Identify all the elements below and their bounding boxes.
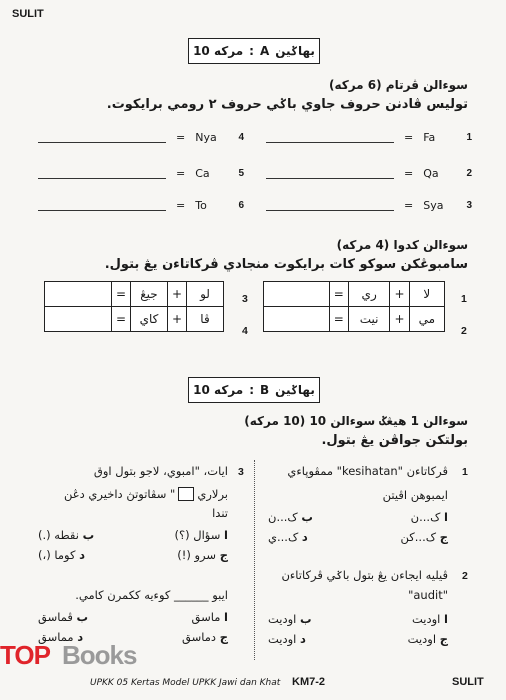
header-sulit-left: SULIT [12, 8, 44, 20]
equals-sign: = [329, 282, 348, 307]
equals-sign: = [329, 307, 348, 332]
section-a-letter: A [259, 44, 270, 58]
rumi-letter: Ca [195, 167, 210, 180]
option-d[interactable]: د مماسق [38, 630, 84, 644]
section-a-title: بهاݢين [275, 44, 315, 58]
plus-sign: + [168, 282, 187, 307]
footer-left: UPKK 05 Kertas Model UPKK Jawi dan Khat [90, 678, 281, 688]
rumi-letter: Fa [423, 131, 436, 144]
equals-sign: = [176, 167, 186, 180]
rumi-letter: To [195, 199, 207, 212]
mcq-4-options-row1 [38, 610, 228, 624]
rumi-letter: Nya [195, 131, 217, 144]
q1-row [266, 167, 472, 180]
mcq-3-stem4: تندا [212, 506, 228, 520]
syllable-cell: کاي [131, 307, 168, 332]
mcq-2-stem: ڤيليه ايجاءن يڠ بتول باݢي ڤرکاتاءن [281, 568, 448, 582]
mcq-1-stem2: ايمبوهن اڤيتن [382, 488, 448, 502]
section-b-marks: 10 مرکه [193, 383, 244, 397]
topbooks-logo [0, 640, 136, 671]
answer-blank[interactable] [266, 132, 394, 143]
plus-sign: + [168, 307, 187, 332]
mcq-2-no: 2 [462, 570, 468, 582]
syllable-cell: ڤا [187, 307, 224, 332]
option-a[interactable]: ا ک...ن [410, 510, 448, 524]
q2-table-left [44, 281, 224, 332]
mcq-3-no: 3 [238, 466, 244, 478]
equals-sign: = [112, 307, 131, 332]
section-a-header: 10 مرکه : A بهاݢين [188, 38, 320, 64]
option-d[interactable]: د کوما (،) [38, 548, 85, 562]
q2-table-right [263, 281, 445, 332]
item-number: 3 [466, 200, 472, 211]
item-number: 4 [238, 132, 244, 143]
answer-cell[interactable] [264, 282, 330, 307]
option-b[interactable]: ب ڤماسق [38, 610, 89, 624]
option-d[interactable]: د ک...ي [268, 530, 308, 544]
q1-instruction: توليس ڤادنن حروف جاوي باݢي حروف ٢ رومي برايکوت. [106, 97, 468, 112]
equals-sign: = [176, 199, 186, 212]
option-a[interactable]: ا سؤال (؟) [174, 528, 228, 542]
option-a[interactable]: ا اوديت [412, 612, 448, 626]
q1-row [266, 131, 472, 144]
q2-no-4: 4 [242, 325, 248, 337]
option-c[interactable]: ج اوديت [407, 632, 448, 646]
answer-cell[interactable] [264, 307, 330, 332]
section-b-letter: B [260, 383, 270, 397]
rumi-letter: Sya [423, 199, 444, 212]
equals-sign: = [176, 131, 186, 144]
syllable-cell: لو [187, 282, 224, 307]
answer-blank[interactable] [266, 168, 394, 179]
option-c[interactable]: ج ک...کن [400, 530, 448, 544]
mcq-1-options-row1 [268, 510, 448, 524]
mcq-1-options-row2 [268, 530, 448, 544]
answer-blank[interactable] [38, 132, 166, 143]
q1-row [38, 167, 244, 180]
mcq-3-stem: ايات، "امبوي، لاجو بتول اوق [93, 464, 228, 478]
mcq-3-options-row2 [38, 548, 228, 562]
column-divider [254, 460, 255, 660]
q1-title: سوءالن ڤرتام (6 مرکه) [328, 78, 468, 92]
option-b[interactable]: ب اوديت [268, 612, 312, 626]
q2-no-3: 3 [242, 293, 248, 305]
item-number: 5 [238, 168, 244, 179]
option-d[interactable]: د اوديت [268, 632, 306, 646]
q2-title: سوءالن کدوا (4 مرکه) [336, 238, 468, 252]
equals-sign: = [404, 199, 414, 212]
q1-row [38, 131, 244, 144]
header-sulit-right: SULIT [452, 676, 484, 688]
answer-cell[interactable] [45, 307, 112, 332]
q3-instruction: بولتکن جواڤن يڠ بتول. [321, 433, 468, 448]
syllable-cell: لا [409, 282, 444, 307]
syllable-cell: ري [348, 282, 389, 307]
logo-books: Books [61, 640, 137, 670]
equals-sign: = [112, 282, 131, 307]
answer-cell[interactable] [45, 282, 112, 307]
item-number: 6 [238, 200, 244, 211]
option-c[interactable]: ج سرو (!) [177, 548, 228, 562]
option-a[interactable]: ا ماسق [191, 610, 228, 624]
syllable-cell: مي [409, 307, 444, 332]
item-number: 1 [466, 132, 472, 143]
syllable-cell: نيت [348, 307, 389, 332]
mcq-1-no: 1 [462, 466, 468, 478]
q2-no-1: 1 [461, 293, 467, 305]
mcq-3-options-row1 [38, 528, 228, 542]
q2-instruction: سامبوڠکن سوکو کات برايکوت منجادي ڤرکاتاءن يڠ بتول. [104, 257, 468, 272]
option-b[interactable]: ب ک...ن [268, 510, 313, 524]
equals-sign: = [404, 131, 414, 144]
footer-code: KM7-2 [292, 676, 326, 688]
option-c[interactable]: ج دماسق [182, 630, 228, 644]
item-number: 2 [466, 168, 472, 179]
q1-row [266, 199, 472, 212]
mcq-1-stem: ڤرکاتاءن "kesihatan" ممڤوڽاءي [287, 464, 448, 478]
section-b-title: بهاݢين [275, 383, 315, 397]
mcq-2-stem2: "audit" [408, 588, 448, 602]
section-a-marks: 10 مرکه [193, 44, 244, 58]
plus-sign: + [390, 282, 409, 307]
mcq-2-options-row2 [268, 632, 448, 646]
mcq-3-stem3: " سڤاتوتڽ داخيري دڠن [64, 487, 176, 501]
plus-sign: + [390, 307, 409, 332]
section-b-header: 10 مرکه : B بهاݢين [188, 377, 320, 403]
syllable-cell: جيڠ [131, 282, 168, 307]
q3-title: سوءالن 1 هيڠݢ سوءالن 10 (10 مرکه) [244, 414, 468, 428]
mcq-3-stem-line2 [64, 487, 228, 501]
logo-top: TOP [0, 640, 50, 670]
punctuation-box [178, 487, 194, 501]
option-b[interactable]: ب نقطه (.) [38, 528, 95, 542]
mcq-2-options-row1 [268, 612, 448, 626]
answer-blank[interactable] [38, 168, 166, 179]
rumi-letter: Qa [423, 167, 439, 180]
mcq-3-stem2: برلاري [197, 487, 228, 501]
answer-blank[interactable] [266, 200, 394, 211]
equals-sign: = [404, 167, 414, 180]
answer-blank[interactable] [38, 200, 166, 211]
q1-row [38, 199, 244, 212]
mcq-4-stem: ايبو ______ کوءيه ککمرن کامي. [75, 588, 228, 602]
q2-no-2: 2 [461, 325, 467, 337]
